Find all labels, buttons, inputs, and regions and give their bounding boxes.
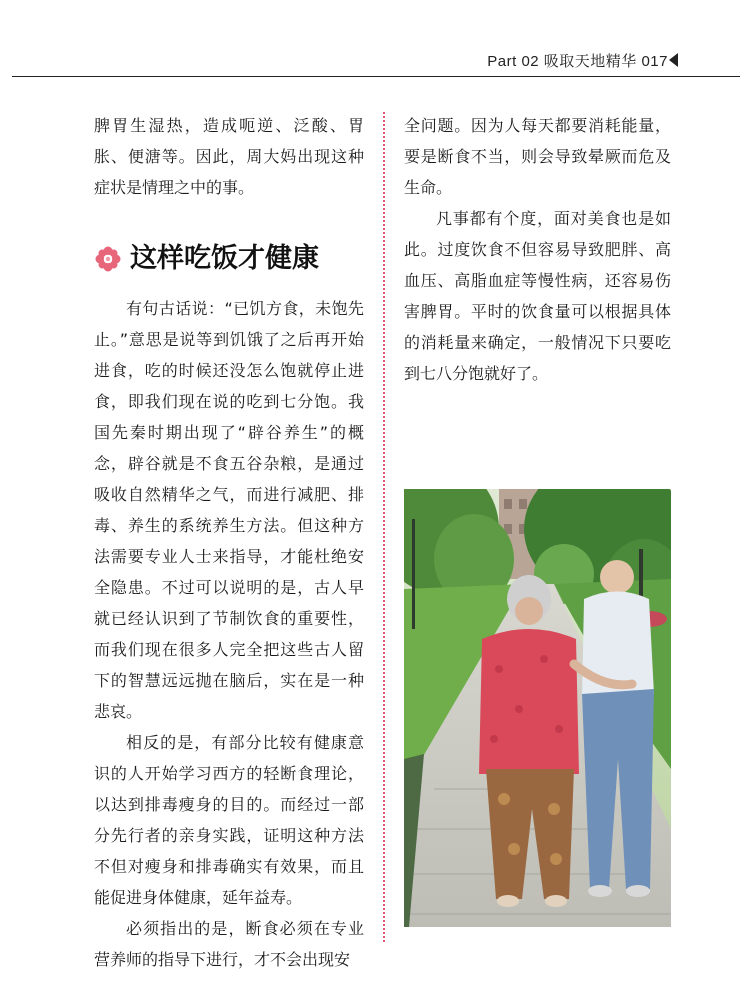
paragraph: 有句古话说：“已饥方食，未饱先止。”意思是说等到饥饿了之后再开始进食，吃的时候还没怎么饱就停止进食，即我们现在说的吃到七分饱。我国先秦时期出现了“辟谷养生”的概念，辟谷就是不食五谷杂粮，是通过吸收自然精华之气，而进行减肥、排毒、养生的系统养生方法。但这种方法需要专业人士来指导，才能杜绝安全隐患。不过可以说明的是，古人早就已经认识到了节制饮食的重要性，而我们现在很多人完全把这些古人留下的智慧远远抛在脑后，实在是一种悲哀。 — [94, 299, 364, 721]
triangle-left-icon — [669, 53, 678, 67]
column-divider — [383, 112, 385, 942]
paragraph: 相反的是，有部分比较有健康意识的人开始学习西方的轻断食理论，以达到排毒瘦身的目的。而经过一部分先行者的亲身实践，证明这种方法不但对瘦身和排毒确实有效果，而且能促进身体健康，延年益寿。 — [94, 733, 364, 907]
paragraph-continued: 脾胃生湿热，造成呃逆、泛酸、胃胀、便溏等。因此，周大妈出现这种症状是情理之中的事。 — [94, 116, 364, 197]
running-title: Part 02 吸取天地精华 017 — [487, 53, 668, 70]
paragraph-continued: 全问题。因为人每天都要消耗能量，要是断食不当，则会导致晕厥而危及生命。 — [404, 116, 671, 197]
photo-illustration — [404, 489, 671, 927]
elderly-couple-photo — [404, 489, 671, 927]
header-rule — [12, 76, 740, 77]
page-header — [0, 44, 740, 74]
section-heading — [94, 235, 364, 285]
flower-icon — [94, 245, 122, 273]
section-title: 这样吃饭才健康 — [130, 243, 319, 274]
right-column — [404, 110, 671, 389]
paragraph: 必须指出的是，断食必须在专业营养师的指导下进行，才不会出现安 — [94, 919, 364, 969]
left-column — [94, 110, 364, 975]
paragraph: 凡事都有个度，面对美食也是如此。过度饮食不但容易导致肥胖、高血压、高脂血症等慢性病，还容易伤害脾胃。平时的饮食量可以根据具体的消耗量来确定，一般情况下只要吃到七八分饱就好了。 — [404, 209, 671, 383]
